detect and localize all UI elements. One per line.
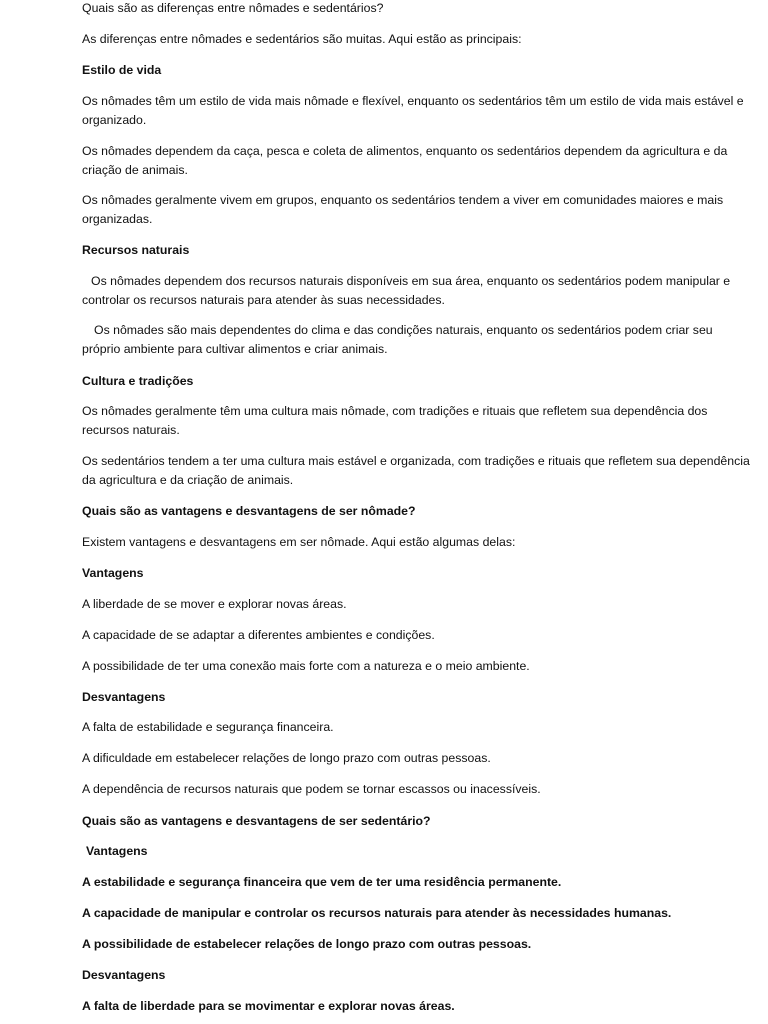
- paragraph-culture-1: Os nômades geralmente têm uma cultura mais nômade, com tradições e rituais que refletem sua dependência dos recursos naturais.: [82, 404, 708, 437]
- question-nomad-pros-cons: Quais são as vantagens e desvantagens de ser nômade?: [82, 504, 416, 518]
- list-item-advantage-2: A capacidade de se adaptar a diferentes ambientes e condições.: [82, 628, 435, 642]
- list-item-disadvantage-2: A dificuldade em estabelecer relações de longo prazo com outras pessoas.: [82, 751, 491, 765]
- paragraph-nomad-intro: Existem vantagens e desvantagens em ser nômade. Aqui estão algumas delas:: [82, 535, 516, 549]
- question-sedentary-pros-cons: Quais são as vantagens e desvantagens de ser sedentário?: [82, 814, 431, 828]
- heading-advantages-sedentary: Vantagens: [86, 844, 148, 858]
- heading-culture: Cultura e tradições: [82, 374, 194, 388]
- list-item-advantage-3: A possibilidade de ter uma conexão mais forte com a natureza e o meio ambiente.: [82, 659, 530, 673]
- paragraph-lifestyle-1: Os nômades têm um estilo de vida mais nômade e flexível, enquanto os sedentários têm um estilo de vida mais estável e organizado.: [82, 94, 744, 127]
- paragraph-intro: As diferenças entre nômades e sedentários são muitas. Aqui estão as principais:: [82, 32, 522, 46]
- question-differences: Quais são as diferenças entre nômades e sedentários?: [82, 1, 384, 15]
- list-item-sedentary-advantage-3: A possibilidade de estabelecer relações de longo prazo com outras pessoas.: [82, 937, 532, 951]
- list-item-sedentary-disadvantage-1: A falta de liberdade para se movimentar e explorar novas áreas.: [82, 999, 455, 1013]
- list-item-sedentary-advantage-2: A capacidade de manipular e controlar os recursos naturais para atender às necessidades humanas.: [82, 906, 672, 920]
- heading-natural-resources: Recursos naturais: [82, 243, 190, 257]
- paragraph-culture-2: Os sedentários tendem a ter uma cultura mais estável e organizada, com tradições e rituais que refletem sua dependência da agricultura e da criação de animais.: [82, 454, 750, 487]
- paragraph-lifestyle-3: Os nômades geralmente vivem em grupos, enquanto os sedentários tendem a viver em comunidades maiores e mais organizadas.: [82, 193, 724, 226]
- heading-lifestyle: Estilo de vida: [82, 63, 162, 77]
- paragraph-resources-2: Os nômades são mais dependentes do clima e das condições naturais, enquanto os sedentários podem criar seu próprio ambiente para cultivar alimentos e criar animais.: [82, 323, 713, 356]
- paragraph-lifestyle-2: Os nômades dependem da caça, pesca e coleta de alimentos, enquanto os sedentários dependem da agricultura e da criação de animais.: [82, 144, 728, 177]
- list-item-disadvantage-1: A falta de estabilidade e segurança financeira.: [82, 720, 334, 734]
- heading-disadvantages-sedentary: Desvantagens: [82, 968, 166, 982]
- heading-disadvantages-nomad: Desvantagens: [82, 690, 166, 704]
- list-item-disadvantage-3: A dependência de recursos naturais que podem se tornar escassos ou inacessíveis.: [82, 782, 541, 796]
- list-item-advantage-1: A liberdade de se mover e explorar novas áreas.: [82, 597, 347, 611]
- heading-advantages-nomad: Vantagens: [82, 566, 144, 580]
- list-item-sedentary-advantage-1: A estabilidade e segurança financeira que vem de ter uma residência permanente.: [82, 875, 562, 889]
- paragraph-resources-1: Os nômades dependem dos recursos naturais disponíveis em sua área, enquanto os sedentários podem manipular e controlar os recursos naturais para atender às suas necessidades.: [82, 274, 731, 307]
